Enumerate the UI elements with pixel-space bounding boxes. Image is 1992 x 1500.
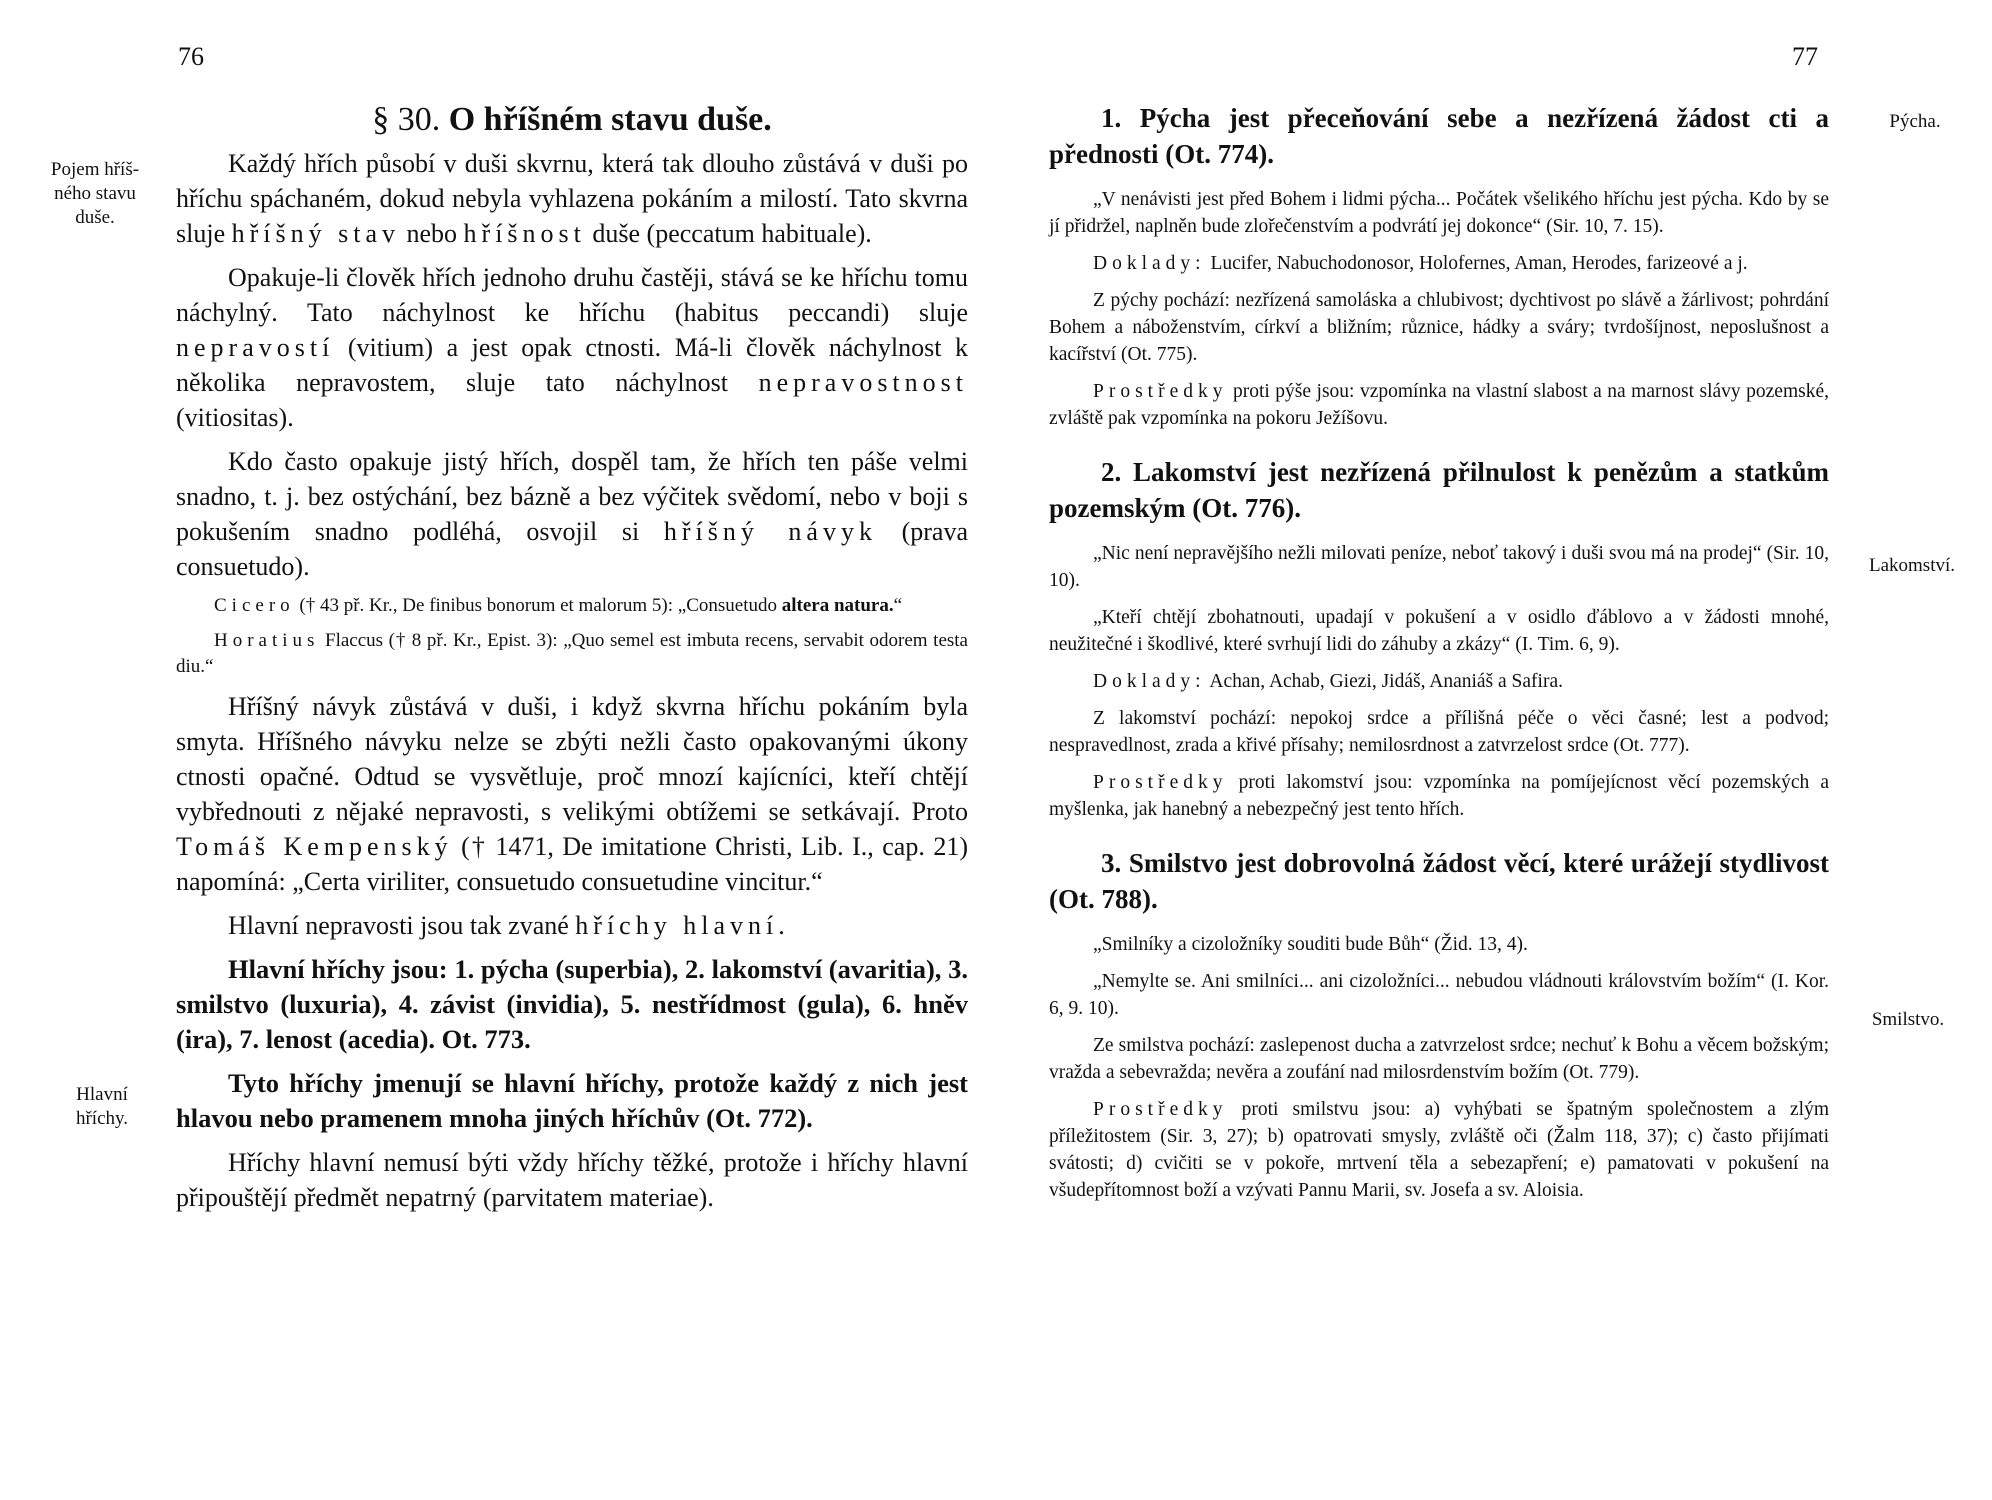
pycha-remedies: Prostředky proti pýše jsou: vzpomínka na vlastní slabost a na marnost slávy pozemské, zvláště pak vzpomínka na pokoru Ježíšovu.	[1049, 381, 1829, 429]
pycha-doklady: Doklady: Lucifer, Nabuchodonosor, Holofernes, Aman, Herodes, farizeové a j.	[1093, 253, 1748, 274]
pycha-origins: Z pýchy pochází: nezřízená samoláska a chlubivost; dychtivost po slávě a žárlivost; pohrdání Bohem a náboženstvím, církví a bližním; různice, hádky a sváry; tvrdošíjnost, neposlušnost a kacířství (Ot. 775).	[1049, 290, 1829, 365]
lakomstvi-quote-2: „Kteří chtějí zbohatnouti, upadají v pokušení a v osidlo ďáblovo a v žádosti mnohé, neužitečné i škodlivé, které svrhují lidi do záhuby a zkázy“ (I. Tim. 6, 9).	[1049, 607, 1829, 655]
margin-note-smilstvo: Smilstvo.	[1871, 1009, 1945, 1030]
page-number-left: 76	[178, 42, 204, 71]
paragraph-8: Hříchy hlavní nemusí býti vždy hříchy těžké, protože i hříchy hlavní připouštějí předmět nepatrný (parvitatem materiae).	[176, 1148, 968, 1212]
section-title: O hříšném stavu duše.	[448, 101, 772, 138]
lakomstvi-doklady: Doklady: Achan, Achab, Giezi, Jidáš, Ananiáš a Safira.	[1093, 671, 1563, 692]
lakomstvi-origins: Z lakomství pochází: nepokoj srdce a přílišná péče o věci časné; lest a podvod; nespravedlnost, zrada a křivé přísahy; nemilosrdnost a zatvrzelost srdce (Ot. 777).	[1049, 708, 1829, 756]
quote-horatius: Horatius Flaccus († 8 př. Kr., Epist. 3): „Quo semel est imbuta recens, servabit odorem testa diu.“	[176, 630, 968, 677]
pycha-quote: „V nenávisti jest před Bohem i lidmi pýcha... Počátek všelikého hříchu jest pýcha. Kdo by se jí přidržel, naplněn bude zlořečenstvím a podvrátí jej dokonce“ (Sir. 10, 7. 15).	[1049, 189, 1829, 237]
lakomstvi-remedies: Prostředky proti lakomství jsou: vzpomínka na pomíjejícnost věcí pozemských a myšlenka, jak hanebný a nebezpečný jest tento hřích.	[1049, 772, 1829, 820]
right-page	[996, 0, 1992, 1500]
paragraph-3: Kdo často opakuje jistý hřích, dospěl tam, že hřích ten páše velmi snadno, t. j. bez ostýchání, bez bázně a bez výčitek svědomí, nebo v boji s pokušením snadno podléhá, osvojil si hříšný návyk (prava consuetudo).	[176, 447, 969, 581]
section-number: § 30.	[372, 101, 441, 138]
right-text-column	[1049, 100, 1829, 1214]
margin-note-pojem: Pojem hříš- ného stavu duše.	[50, 159, 140, 228]
paragraph-2: Opakuje-li člověk hřích jednoho druhu častěji, stává se ke hříchu tomu náchylný. Tato náchylnost ke hříchu (habitus peccandi) sluje nepravostí (vitium) a jest opak ctnosti. Má-li člověk náchylnost k několika nepravostem, sluje tato náchylnost nepravostnost (vitiositas).	[176, 263, 968, 432]
margin-note-pycha: Pýcha.	[1889, 111, 1941, 132]
margin-note-lakomstvi: Lakomství.	[1868, 555, 1956, 576]
left-text-column	[176, 100, 968, 1224]
paragraph-6-bold: Hlavní hříchy jsou: 1. pýcha (superbia), 2. lakomství (avaritia), 3. smilstvo (luxuria), 4. závist (invidia), 5. nestřídmost (gula), 6. hněv (ira), 7. lenost (acedia). Ot. 773.	[176, 954, 968, 1054]
section-heading	[176, 100, 968, 140]
margin-note-hlavni: Hlavní hříchy.	[75, 1084, 129, 1129]
heading-smilstvo: 3. Smilstvo jest dobrovolná žádost věcí, které urážejí stydlivost (Ot. 788).	[1049, 848, 1829, 914]
smilstvo-origins: Ze smilstva pochází: zaslepenost ducha a zatvrzelost srdce; nechuť k Bohu a věcem božským; vražda a sebevražda; nevěra a zoufání nad milosrdenstvím božím (Ot. 779).	[1049, 1035, 1829, 1083]
page-number-right: 77	[1792, 42, 1818, 71]
heading-pycha: 1. Pýcha jest přeceňování sebe a nezřízená žádost cti a přednosti (Ot. 774).	[1049, 103, 1829, 169]
smilstvo-remedies: Prostředky proti smilstvu jsou: a) vyhýbati se špatným společnostem a zlým příležitostem (Sir. 3, 27); b) opatrovati smysly, zvláště oči (Žalm 118, 37); c) často přijímati svátosti; d) cvičiti se v pokoře, mrtvení těla a sebezapření; e) pamatovati v pokušení na všudepřítomnost boží a vzývati Pannu Marii, sv. Josefa a sv. Aloisia.	[1049, 1099, 1829, 1201]
lakomstvi-quote-1: „Nic není nepravějšího nežli milovati peníze, neboť takový i duši svou má na prodej“ (Sir. 10, 10).	[1049, 543, 1829, 591]
paragraph-1: Každý hřích působí v duši skvrnu, která tak dlouho zůstává v duši po hříchu spáchaném, dokud nebyla vyhlazena pokáním a milostí. Tato skvrna sluje hříšný stav nebo hříšnost duše (peccatum habituale).	[176, 149, 968, 248]
paragraph-7-bold: Tyto hříchy jmenují se hlavní hříchy, protože každý z nich jest hlavou nebo pramenem mnoha jiných hříchův (Ot. 772).	[176, 1068, 968, 1133]
heading-lakomstvi: 2. Lakomství jest nezřízená přilnulost k penězům a statkům pozemským (Ot. 776).	[1049, 457, 1829, 523]
smilstvo-quote-2: „Nemylte se. Ani smilníci... ani cizoložníci... nebudou vládnouti královstvím božím“ (I. Kor. 6, 9. 10).	[1049, 971, 1829, 1019]
paragraph-5: Hlavní nepravosti jsou tak zvané hříchy hlavní.	[228, 911, 790, 940]
smilstvo-quote-1: „Smilníky a cizoložníky souditi bude Bůh“ (Žid. 13, 4).	[1093, 934, 1528, 955]
quote-cicero: Cicero († 43 př. Kr., De finibus bonorum et malorum 5): „Consuetudo altera natura.“	[214, 595, 903, 616]
paragraph-4: Hříšný návyk zůstává v duši, i když skvrna hříchu pokáním byla smyta. Hříšného návyku nelze se zbýti nežli často opakovanými úkony ctnosti opačné. Odtud se vysvětluje, proč mnozí kajícníci, kteří chtějí vybřednouti z nějaké nepravosti, s velikými obtížemi se setkávají. Proto Tomáš Kempenský († 1471, De imitatione Christi, Lib. I., cap. 21) napomíná: „Certa viriliter, consuetudo consuetudine vincitur.“	[176, 692, 969, 896]
